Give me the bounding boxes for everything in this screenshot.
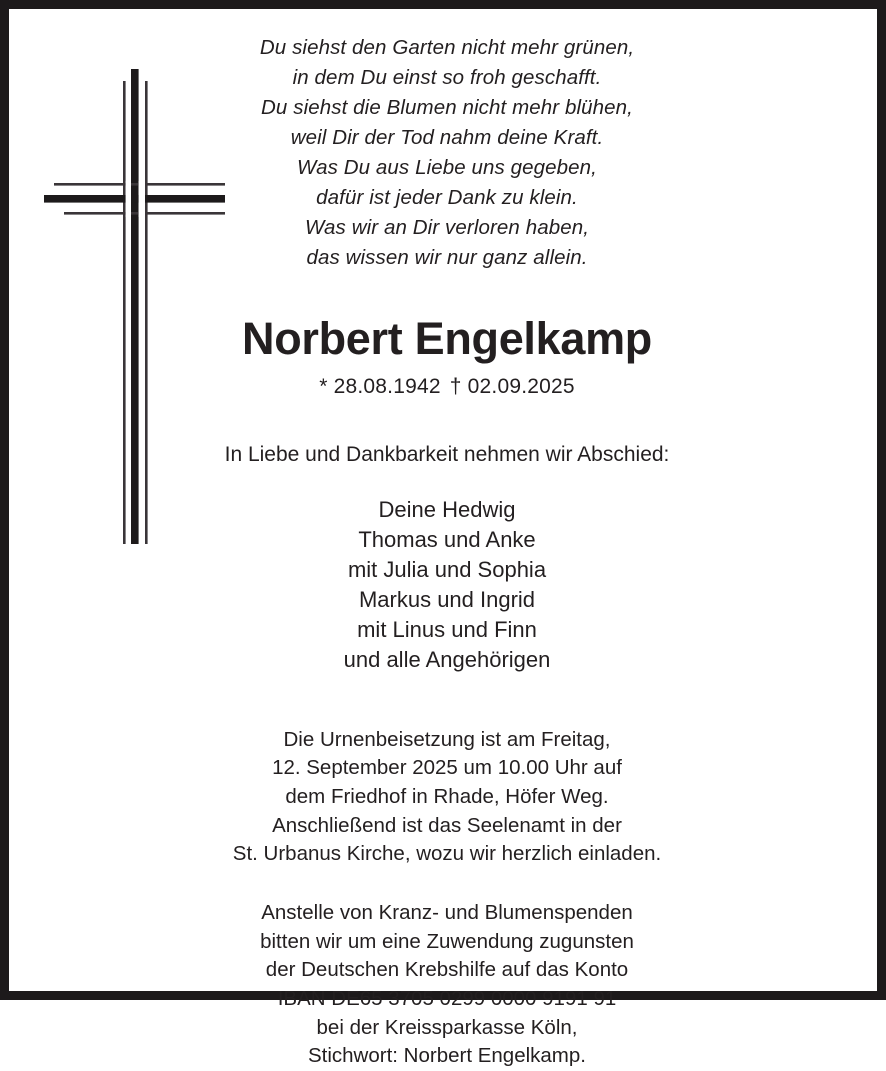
- memorial-poem: [205, 33, 689, 273]
- birth-symbol: *: [319, 374, 328, 398]
- poem-line: Was wir an Dir verloren haben,: [304, 216, 590, 240]
- family-line: mit Linus und Finn: [357, 616, 537, 642]
- family-line: und alle Angehörigen: [343, 646, 551, 672]
- ceremony-line: St. Urbanus Kirche, wozu wir herzlich einladen.: [232, 842, 662, 866]
- family-line: Deine Hedwig: [378, 496, 516, 522]
- poem-line: Du siehst die Blumen nicht mehr blühen,: [261, 96, 633, 120]
- life-dates: [205, 375, 689, 399]
- family-line: mit Julia und Sophia: [347, 556, 547, 582]
- donation-line: bei der Kreissparkasse Köln,: [316, 1015, 578, 1039]
- donation-iban: IBAN DE65 3705 0299 0000 9191 91: [277, 987, 617, 1011]
- ceremony-details: [205, 726, 689, 869]
- death-date: 02.09.2025: [467, 374, 575, 398]
- ceremony-line: Die Urnenbeisetzung ist am Freitag,: [283, 727, 611, 751]
- death-symbol: †: [449, 374, 462, 398]
- family-line: Thomas und Anke: [358, 526, 536, 552]
- donation-reference: Stichwort: Norbert Engelkamp.: [307, 1044, 586, 1068]
- poem-line: dafür ist jeder Dank zu klein.: [316, 186, 578, 210]
- poem-line: das wissen wir nur ganz allein.: [306, 246, 588, 270]
- family-line: Markus und Ingrid: [358, 586, 536, 612]
- deceased-name: Norbert Engelkamp: [242, 313, 652, 365]
- ceremony-line: 12. September 2025 um 10.00 Uhr auf: [272, 756, 622, 780]
- family-list: [205, 495, 689, 675]
- ceremony-line: dem Friedhof in Rhade, Höfer Weg.: [285, 784, 609, 808]
- poem-line: weil Dir der Tod nahm deine Kraft.: [290, 126, 604, 150]
- notice-content: [205, 9, 689, 1071]
- poem-line: in dem Du einst so froh geschafft.: [292, 66, 602, 90]
- donation-line: der Deutschen Krebshilfe auf das Konto: [265, 958, 629, 982]
- farewell-line: In Liebe und Dankbarkeit nehmen wir Abschied:: [224, 442, 670, 466]
- poem-line: Was Du aus Liebe uns gegeben,: [297, 156, 597, 180]
- poem-line: Du siehst den Garten nicht mehr grünen,: [259, 36, 635, 59]
- donation-details: [205, 899, 689, 1071]
- donation-line: bitten wir um eine Zuwendung zugunsten: [260, 929, 634, 953]
- donation-line: Anstelle von Kranz- und Blumenspenden: [261, 901, 633, 925]
- birth-date: 28.08.1942: [333, 374, 441, 398]
- notice-inner: [9, 9, 877, 1068]
- ceremony-line: Anschließend ist das Seelenamt in der: [272, 813, 622, 837]
